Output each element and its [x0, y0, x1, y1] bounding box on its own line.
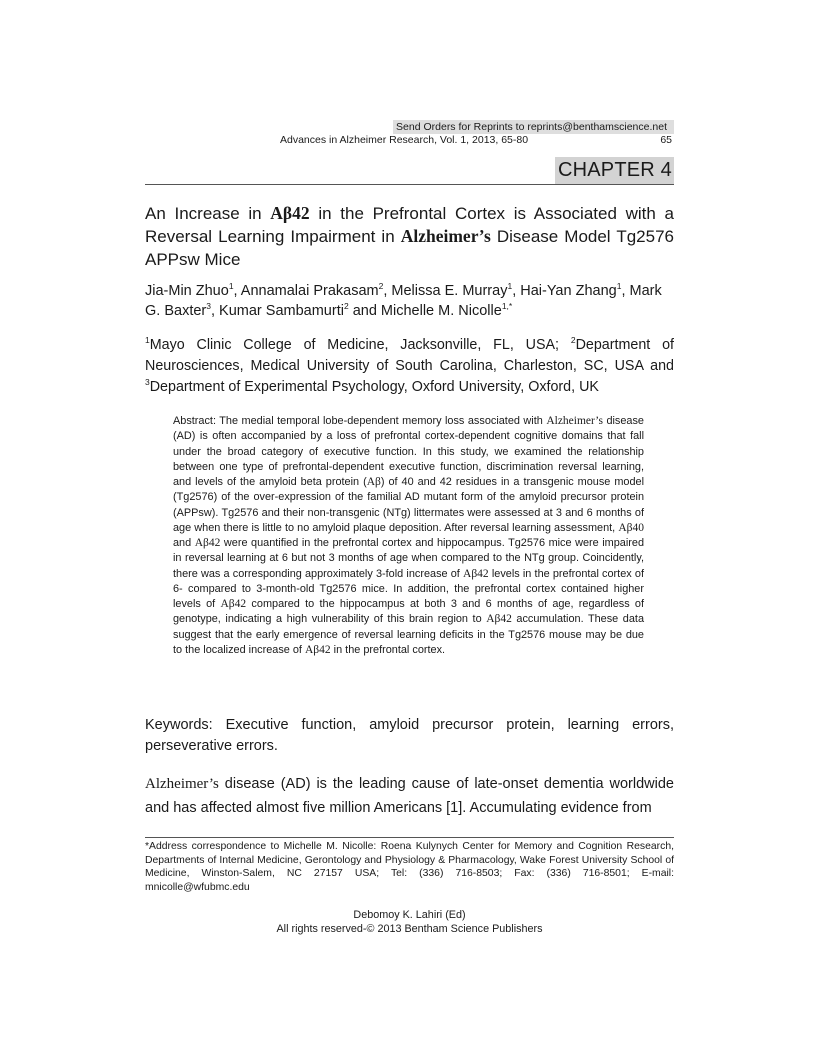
author-affiliation-mark: 2	[343, 301, 349, 312]
running-header	[145, 133, 674, 147]
author-name: , Mark G. Baxter	[145, 283, 662, 319]
title-abeta: Aβ42	[270, 203, 310, 223]
author-name: , Melissa E. Murray	[383, 283, 508, 299]
abstract-term: Aβ40	[618, 521, 644, 534]
abstract-term: Aβ42	[486, 613, 512, 626]
abstract-term: Aβ42	[304, 643, 331, 656]
intro-lead: Alzheimer’s	[145, 776, 219, 792]
title-text: in the Prefrontal Cortex is Associated with a Reversal Learning Impairment in	[145, 204, 674, 246]
keywords-text: Executive function, amyloid precursor protein, learning errors, perseverative errors.	[145, 717, 674, 754]
keywords	[145, 715, 674, 757]
affiliation-number: 3	[145, 377, 150, 388]
affiliation-text: Department of Neurosciences, Medical University of South Carolina, Charleston, SC, USA and	[145, 337, 674, 374]
abstract-text: ) of 40 and 42 residues in a transgenic mouse model (Tg2576) of the over-expression of the familial AD mutant form of the amyloid precursor protein (APPsw). Tg2576 and their non-transgenic (NTg) littermates were assessed at 3 and 6 months of age when there is little to no amyloid plaque deposition. After reversal learning assessment,	[173, 476, 644, 534]
chapter-label-row	[555, 157, 674, 184]
author-affiliation-mark: 3	[206, 301, 211, 312]
abstract-term: Alzheimer’s	[546, 415, 603, 427]
affiliations	[145, 335, 674, 398]
affiliation-text: Mayo Clinic College of Medicine, Jacksonville, FL, USA;	[149, 337, 571, 353]
author-affiliation-mark: 1	[228, 281, 234, 292]
footnote-divider	[145, 837, 674, 838]
abstract-text: and	[173, 537, 195, 549]
page-number: 65	[660, 134, 672, 146]
correspondence-footnote: *Address correspondence to Michelle M. Nicolle: Roena Kulynych Center for Memory and Cognition Research, Departments of Internal Medicine, Gerontology and Physiology & Pharmacology, Wake Forest University School of Medicine, Winston-Salem, NC 27157 USA; Tel: (336) 716-8503; Fax: (336) 716-8501; E-mail: mnicolle@wfubmc.edu	[145, 841, 674, 893]
reprints-notice: Send Orders for Reprints to reprints@benthamscience.net	[393, 120, 674, 134]
journal-citation: Advances in Alzheimer Research, Vol. 1, 2013, 65-80	[280, 134, 529, 146]
abstract-term: Aβ42	[220, 598, 247, 610]
intro-paragraph	[145, 772, 674, 820]
author-name: , Hai-Yan Zhang	[512, 283, 617, 299]
book-editor: Debomoy K. Lahiri (Ed)	[353, 909, 466, 921]
keywords-label: Keywords:	[145, 717, 213, 733]
author-name: , Kumar Sambamurti	[210, 303, 344, 319]
abstract-label: Abstract:	[173, 415, 216, 427]
header-divider	[145, 184, 674, 185]
title-alzheimers: Alzheimer’s	[400, 226, 491, 246]
abstract-text: compared to the hippocampus at both 3 and 6 months of age, regardless of genotype, indicating a high vulnerability of this brain region to	[173, 598, 645, 626]
abstract-text: were quantified in the prefrontal cortex and hippocampus. Tg2576 mice were impaired in reversal learning at 6 but not 3 months of age when compared to the NTg group. Coincidently, there was a corresponding approximately 3-fold increase of	[173, 537, 644, 580]
affiliation-number: 2	[570, 335, 576, 346]
author-list	[145, 281, 674, 321]
title-text: Disease Model Tg2576 APPsw Mice	[145, 227, 674, 269]
abstract-text: levels in the prefrontal cortex of 6- compared to 3-month-old Tg2576 mice. In addition, the prefrontal cortex contained higher levels of	[173, 567, 644, 610]
author-name: and Michelle M. Nicolle	[348, 303, 502, 319]
author-affiliation-mark: 1	[507, 281, 513, 292]
chapter-label: CHAPTER 4	[555, 157, 674, 184]
author-name: Jia-Min Zhuo	[145, 283, 229, 299]
abstract-text: in the prefrontal cortex.	[330, 643, 446, 656]
intro-text: disease (AD) is the leading cause of late-onset dementia worldwide and has affected almost five million Americans [1]. Accumulating evidence from	[145, 776, 674, 816]
abstract-text: accumulation. These data suggest that the early emergence of reversal learning deficits in the Tg2576 mouse may be due to the localized increase of	[173, 613, 644, 656]
abstract-text: The medial temporal lobe-dependent memory loss associated with	[215, 415, 547, 427]
abstract-term: Aβ42	[194, 537, 221, 549]
copyright-notice: All rights reserved-© 2013 Bentham Science Publishers	[276, 923, 543, 935]
affiliation-text: Department of Experimental Psychology, Oxford University, Oxford, UK	[149, 379, 599, 395]
author-affiliation-mark: 1,*	[501, 301, 513, 312]
author-affiliation-mark: 2	[378, 281, 384, 292]
abstract-text: disease (AD) is often accompanied by a loss of prefrontal cortex-dependent cognitive domains that fall under the broad category of executive function. In this study, we examined the relationship between one type of prefrontal-dependent executive function, discrimination reversal learning, and levels of the amyloid beta protein (	[173, 415, 644, 488]
abstract-term: Aβ42	[463, 567, 489, 580]
author-affiliation-mark: 1	[616, 281, 622, 292]
title-text: An Increase in	[145, 204, 271, 223]
abstract-term: Aβ	[366, 476, 381, 488]
author-name: , Annamalai Prakasam	[233, 283, 379, 299]
abstract	[173, 414, 644, 658]
affiliation-number: 1	[145, 335, 150, 346]
article-title	[145, 202, 674, 271]
